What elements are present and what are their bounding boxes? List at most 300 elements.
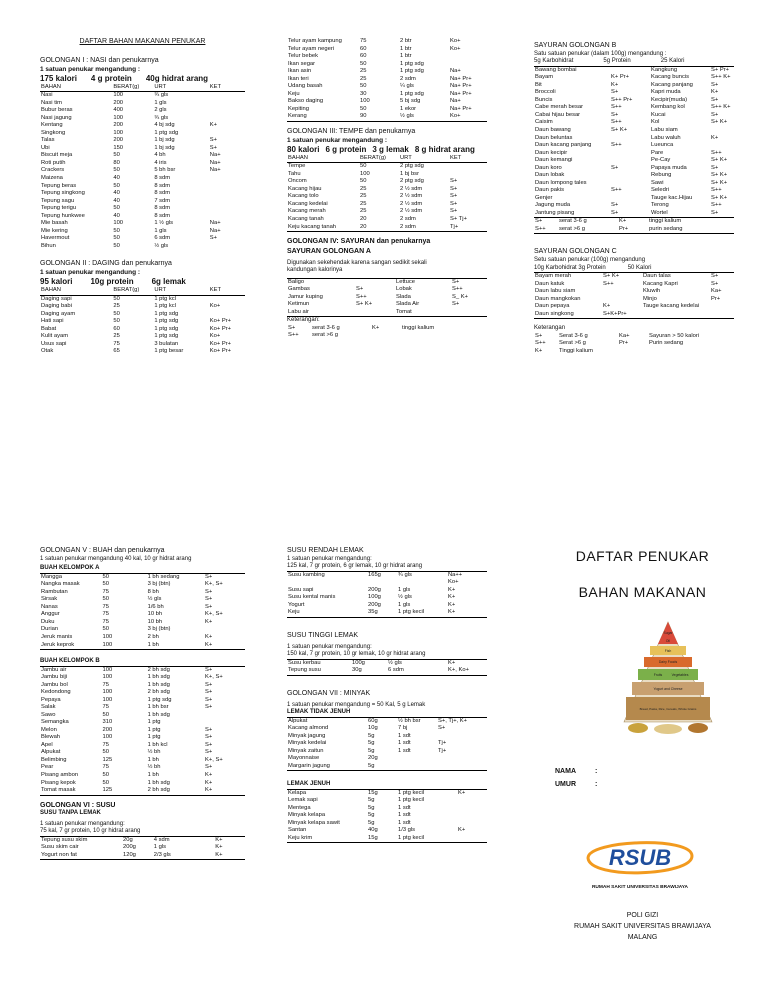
table-cell: S+	[204, 726, 213, 733]
table-cell: 1 bh sdg	[147, 681, 170, 688]
table-cell	[209, 295, 245, 303]
table-cell: Telur ayam negeri	[288, 45, 335, 52]
table-cell: K+	[711, 134, 719, 141]
table-cell: 60	[360, 45, 367, 52]
table-cell	[287, 579, 367, 587]
table-cell: Daun kemangi	[535, 157, 573, 164]
table-cell: Pr+	[618, 226, 648, 234]
table-cell: Ko+	[450, 38, 461, 44]
table-cell: K+, S+	[204, 611, 223, 618]
table-cell: Bayam merah	[535, 273, 572, 280]
table-cell: Baligo	[287, 278, 355, 286]
table-cell: 1 ptg sdg	[154, 310, 179, 317]
table-cell: K+	[535, 347, 543, 354]
table-cell: S++	[611, 104, 622, 111]
table-cell	[209, 311, 245, 319]
table-cell: Daun lompong tales	[535, 179, 587, 186]
ka-title: BUAH KELOMPOK A	[40, 565, 100, 572]
ltj-table	[287, 717, 487, 772]
table-cell	[710, 127, 734, 135]
table-cell: 1 ptg sdg	[154, 333, 179, 340]
table-row	[287, 571, 487, 579]
table-cell: Daun koro	[535, 164, 562, 171]
table-cell: S+	[204, 764, 213, 771]
table-cell	[610, 150, 650, 158]
g5-title: GOLONGAN V : BUAH dan penukarnya	[40, 547, 165, 554]
panel-lauk-tempe-sayur	[287, 38, 487, 340]
table-row	[287, 294, 487, 302]
cover-title-1: DAFTAR PENUKAR	[575, 548, 710, 564]
table-row	[40, 697, 245, 705]
table-cell: 1 bh sdg	[147, 674, 170, 681]
table-cell: S+	[204, 734, 213, 741]
table-cell: 1 ptg kecil	[398, 797, 425, 804]
table-row	[287, 740, 487, 748]
table-cell: Nangka masak	[41, 581, 80, 588]
b-kh: 5g Karbohidrat	[534, 58, 574, 65]
table-cell: Tj+	[438, 747, 447, 754]
table-cell: S+, Tj+, K+	[437, 717, 487, 725]
table-cell: K+	[215, 844, 223, 851]
table-cell: Minyak jagung	[288, 732, 326, 739]
table-row	[287, 163, 487, 171]
table-cell: 5g	[368, 804, 375, 811]
table-row	[40, 333, 245, 341]
table-cell: 150	[113, 144, 124, 151]
table-row	[534, 165, 734, 173]
g3-unit: 1 satuan penukar mengandung :	[287, 136, 388, 144]
table-cell: Bawang bombai	[535, 66, 577, 73]
lj-table	[287, 789, 487, 844]
table-cell: Kepiting	[288, 105, 309, 112]
table-cell: K+	[457, 789, 487, 797]
table-cell	[610, 172, 650, 180]
cover-footer	[555, 910, 730, 944]
table-cell: Kacang buncis	[651, 74, 690, 81]
table-cell: 75	[102, 741, 109, 748]
column-header: URT	[153, 287, 208, 295]
table-cell	[204, 719, 245, 727]
table-row	[40, 341, 245, 349]
table-row	[534, 67, 734, 75]
table-cell	[610, 157, 650, 165]
table-row	[40, 205, 245, 213]
table-cell: Salak	[41, 704, 56, 711]
food-pyramid-image	[620, 618, 716, 738]
table-cell	[209, 130, 245, 138]
table-cell: S+	[204, 666, 245, 674]
table-row	[534, 273, 734, 281]
table-cell: Daun kacang panjang	[535, 142, 592, 149]
table-cell	[209, 107, 245, 115]
table-cell	[457, 812, 487, 820]
table-cell: 1 ptg	[147, 734, 161, 741]
table-cell: 1 ptg kcl	[154, 295, 176, 302]
table-cell: Tepung terigu	[41, 205, 77, 212]
table-row	[287, 835, 487, 843]
table-row	[534, 142, 734, 150]
table-cell: Na+ Pr+	[450, 105, 472, 112]
column-header: URT	[399, 155, 449, 163]
table-row	[534, 172, 734, 180]
table-cell: 2 sdm	[399, 224, 449, 232]
food-bowl-right	[688, 723, 708, 733]
table-cell: 2 ptg sdg	[400, 178, 424, 185]
table-cell: Pr+	[711, 295, 721, 302]
table-cell: Genjer	[535, 194, 553, 201]
table-cell: 50	[360, 163, 367, 170]
table-row	[287, 755, 487, 763]
column-header: KET	[209, 84, 245, 92]
table-row	[40, 100, 245, 108]
table-cell: S+	[450, 193, 458, 200]
table-cell: Nanas	[41, 603, 58, 610]
table-row	[40, 137, 245, 145]
table-cell: 1 ptg kecil	[397, 789, 457, 797]
table-cell: Kedondong	[41, 689, 71, 696]
table-row	[534, 97, 734, 105]
rsub-logo-mark	[580, 832, 700, 882]
table-cell: Lobak	[396, 286, 412, 293]
table-cell: 200g	[368, 601, 381, 608]
table-cell: K+	[448, 601, 456, 608]
logo-text: RSUB	[608, 845, 672, 870]
table-cell: S+ K+	[611, 127, 628, 133]
b-table	[534, 67, 734, 219]
table-row	[40, 326, 245, 334]
table-cell: Susu kerbau	[287, 659, 351, 667]
table-cell: S+ K+	[711, 179, 728, 186]
table-cell: Kluwih	[643, 288, 661, 295]
table-cell: Kacang merah	[288, 208, 326, 215]
table-cell: Tepung singkong	[41, 190, 85, 197]
table-cell: Cabe merah besar	[535, 104, 584, 111]
table-cell: Na+	[209, 227, 221, 234]
table-cell: S++	[611, 142, 622, 149]
table-cell: Na+	[450, 68, 461, 75]
table-cell: S+	[209, 137, 218, 144]
g1-unit: 1 satuan penukar mengandung :	[40, 65, 141, 73]
table-cell: K+	[711, 89, 719, 96]
table-cell: Kacang kedelai	[288, 200, 328, 207]
table-cell: Alpukat	[41, 749, 61, 756]
table-row	[40, 160, 245, 168]
table-row	[40, 167, 245, 175]
g2-kal: 95 kalori	[40, 277, 73, 287]
table-cell: 60	[113, 325, 120, 332]
table-cell: Na+	[450, 98, 461, 105]
table-cell: 1/3 gls	[398, 827, 416, 834]
table-cell: Kulit ayam	[41, 333, 69, 340]
kb-table	[40, 666, 245, 796]
table-cell: Ikan asin	[288, 68, 312, 75]
table-cell: 50	[113, 227, 120, 234]
table-cell: S+	[209, 235, 218, 242]
table-row	[40, 642, 245, 650]
table-cell: Mie kering	[41, 227, 68, 234]
table-row	[534, 348, 734, 356]
table-cell: 15g	[367, 835, 397, 843]
table-row	[534, 311, 734, 319]
table-cell: tinggi kalium	[402, 324, 435, 331]
table-cell: S+	[711, 81, 719, 88]
table-cell: 1 ½ gls	[154, 220, 174, 227]
table-cell: Na+	[209, 152, 221, 159]
table-cell: 400	[113, 107, 124, 114]
table-cell: Jambu air	[40, 666, 102, 674]
table-row	[40, 183, 245, 191]
table-cell: ¼ gls	[400, 83, 414, 90]
table-cell: Minyak zaitun	[288, 747, 324, 754]
table-cell: Kucai	[651, 111, 666, 118]
table-cell: 1 ptg kecil	[397, 835, 457, 843]
table-row	[534, 82, 734, 90]
table-cell: 50	[102, 626, 109, 633]
table-cell: Usus sapi	[41, 340, 67, 347]
rsub-logo	[580, 832, 700, 890]
table-cell: Labu waluh	[651, 134, 681, 141]
table-cell: Kacang hijau	[288, 185, 322, 192]
table-cell: S+ K+	[356, 301, 373, 308]
rl-nutr: 125 kal, 7 gr protein, 6 gr lemak, 10 gr hidrat arang	[287, 563, 423, 570]
table-cell: Ubi	[41, 144, 50, 151]
table-cell: 40g	[368, 827, 378, 834]
table-cell: Bayam	[535, 74, 554, 81]
cover-title-2: BAHAN MAKANAN	[578, 584, 707, 600]
kb-title: BUAH KELOMPOK B	[40, 658, 100, 665]
table-cell: Ko+	[450, 45, 461, 52]
table-cell: 30g	[351, 667, 387, 675]
table-cell	[209, 175, 245, 183]
table-cell: 5g	[368, 740, 375, 747]
table-cell: K+	[214, 836, 245, 844]
c-nutrients	[534, 265, 734, 274]
table-cell: Talas	[41, 137, 55, 144]
pyramid-label-4: Fruits	[653, 673, 663, 677]
lj-title: LEMAK JENUH	[287, 781, 331, 788]
table-row	[534, 180, 734, 188]
table-cell	[449, 163, 487, 171]
g1-ha: 40g hidrat arang	[145, 73, 209, 83]
table-cell: 100	[102, 666, 147, 674]
b-title: SAYURAN GOLONGAN B	[534, 42, 617, 49]
table-cell	[457, 797, 487, 805]
table-cell	[209, 243, 245, 251]
table-cell: Bihun	[41, 242, 56, 249]
table-cell	[209, 115, 245, 123]
table-cell	[209, 92, 245, 100]
table-cell: Ko+ Pr+	[209, 325, 232, 332]
table-cell: Ko+	[209, 333, 221, 340]
table-cell: 200g	[123, 844, 136, 851]
table-cell: Na++	[447, 571, 487, 579]
table-cell: 100	[113, 220, 124, 227]
g4a-table	[287, 278, 487, 318]
table-cell: Pisang ambon	[41, 772, 79, 778]
table-row	[40, 115, 245, 123]
table-cell: Sawi	[651, 179, 664, 186]
table-cell: Apel	[41, 741, 53, 748]
table-cell: S++ Pr+	[611, 96, 633, 103]
table-cell: 1 bj sdg	[154, 137, 175, 144]
table-cell: 1 bh kcl	[147, 741, 168, 748]
table-cell: 100	[113, 114, 124, 121]
table-cell	[648, 348, 734, 356]
table-row	[287, 91, 487, 99]
table-cell: 2 ½ sdm	[400, 193, 423, 200]
table-cell: 2 ½ sdm	[400, 200, 423, 207]
table-cell: S+	[610, 210, 650, 218]
table-cell: Serat >6 g	[559, 340, 586, 347]
table-cell: Jeruk manis	[41, 634, 73, 640]
table-cell: 50	[360, 178, 367, 185]
table-cell: 1 gls	[154, 99, 167, 106]
table-cell: 50	[113, 295, 120, 302]
table-cell: 60g	[367, 717, 397, 725]
table-cell: 100	[102, 642, 147, 650]
table-cell: 50	[113, 235, 120, 242]
table-row	[287, 286, 487, 294]
table-cell: Bubur beras	[41, 107, 73, 114]
table-cell: S+	[711, 280, 719, 287]
table-cell: Crackers	[41, 167, 65, 174]
table-row	[534, 218, 734, 226]
table-cell: Lemak sapi	[288, 797, 318, 804]
table-row	[287, 53, 487, 61]
g2-table	[40, 287, 245, 356]
table-cell: Ikan teri	[288, 75, 309, 82]
table-cell	[449, 53, 487, 61]
table-cell: Purin sedang	[649, 340, 684, 347]
table-cell: 10g	[368, 725, 378, 732]
pyramid-label-3: Dairy Foods	[658, 660, 678, 664]
table-cell: Kacang almond	[288, 725, 329, 732]
table-cell: 7 bj	[398, 725, 408, 732]
table-cell: Na+ Pr+	[450, 83, 472, 90]
table-cell: K+	[448, 594, 456, 601]
table-cell: Cabai hijau besar	[535, 111, 581, 118]
table-cell: Nasi tim	[41, 99, 62, 106]
table-cell: ¾ gls	[154, 92, 169, 99]
table-cell: Singkong	[41, 129, 66, 136]
table-cell: 75	[102, 681, 109, 688]
table-row	[40, 674, 245, 682]
table-cell: Na+ Pr+	[450, 90, 472, 97]
city: MALANG	[627, 934, 658, 942]
table-cell: 1 gls	[398, 586, 411, 593]
table-row	[40, 704, 245, 712]
table-cell: 65	[113, 348, 120, 355]
table-cell: Havermout	[41, 235, 70, 242]
table-cell: Keju	[287, 609, 367, 617]
table-row	[40, 122, 245, 130]
table-cell: Caisim	[535, 119, 553, 126]
table-cell	[610, 135, 650, 143]
table-row	[40, 130, 245, 138]
table-cell: Seledri	[651, 187, 670, 194]
g6a-title: SUSU TANPA LEMAK	[40, 810, 101, 817]
table-cell: 80	[113, 159, 120, 166]
table-cell: 1 sdt	[398, 740, 411, 747]
table-cell: S+	[204, 573, 245, 581]
table-cell: ½ gls	[387, 659, 447, 667]
table-cell: 20	[360, 215, 367, 222]
table-cell: 50	[113, 205, 120, 212]
table-cell: 50	[360, 105, 367, 112]
table-cell: ½ gls	[154, 242, 169, 249]
nama-label: NAMA	[555, 768, 576, 775]
table-cell: Labu siam	[651, 127, 678, 133]
table-cell: 1 ptg besar	[154, 348, 184, 355]
table-cell: Pisang kepok	[41, 779, 76, 786]
table-cell: Lueunca	[651, 142, 674, 149]
table-cell	[618, 348, 648, 356]
table-cell	[610, 195, 650, 203]
table-cell: Rambutan	[41, 588, 68, 595]
table-cell: 1 bh	[147, 756, 159, 763]
table-cell: K+	[447, 609, 487, 617]
table-cell: 60	[360, 53, 367, 60]
table-cell: Labu air	[287, 309, 355, 317]
table-cell: 1 ptg sdg	[154, 129, 179, 136]
table-row	[287, 38, 487, 46]
table-cell: Buncis	[535, 96, 553, 103]
g5-unit: 1 satuan penukar mengandung 40 kal, 10 gr hidrat arang	[40, 555, 192, 562]
table-cell: S+ Pr+	[711, 66, 730, 73]
table-cell: 40	[113, 212, 120, 219]
table-row	[40, 611, 245, 619]
table-row	[40, 772, 245, 780]
table-row	[534, 303, 734, 311]
c-legend	[534, 333, 734, 356]
table-cell: Oncom	[288, 178, 307, 185]
table-cell: 1 bh	[147, 642, 204, 650]
table-row	[40, 235, 245, 243]
table-cell: 2 sdm	[400, 75, 416, 82]
table-cell: Tepung hunkwee	[41, 212, 85, 219]
table-cell: Na+ Pr+	[450, 75, 472, 82]
table-row	[40, 682, 245, 690]
table-cell: Durian	[41, 626, 59, 633]
pyramid-label-2: Fish	[664, 649, 672, 653]
table-cell: 20	[359, 224, 399, 232]
table-cell: Serat 3-6 g	[559, 332, 588, 339]
table-cell: Minyak kedelai	[288, 740, 327, 747]
table-cell: Biscuit meja	[41, 152, 73, 159]
g1-kal: 175 kalori	[40, 73, 77, 83]
table-cell: Pare	[651, 149, 664, 156]
table-cell: 50	[113, 152, 120, 159]
table-cell: 2 bh sdg	[147, 666, 204, 674]
table-cell: Kol	[651, 119, 660, 126]
poli-gizi: POLI GIZI	[626, 912, 659, 919]
table-row	[287, 717, 487, 725]
table-cell: S+	[450, 178, 458, 185]
table-cell: 125	[102, 756, 113, 763]
b-unit: Satu satuan penukar (dalam 100g) mengandung :	[534, 50, 667, 57]
g4a-ket: Keterangan:	[287, 317, 320, 324]
rs-name: RUMAH SAKIT UNIVERSITAS BRAWIJAYA	[574, 923, 711, 931]
table-cell: 100	[113, 92, 124, 99]
table-cell: Daun labu siam	[535, 288, 576, 295]
column-header: BAHAN	[40, 287, 112, 295]
table-cell: Keju krim	[287, 835, 367, 843]
umur-label: UMUR	[555, 781, 576, 789]
table-cell: S+	[204, 596, 213, 603]
table-cell: Daun beluntas	[535, 134, 573, 141]
c-ket: Keterangan	[534, 325, 566, 332]
table-cell: 1 ptg kecil	[397, 609, 447, 617]
